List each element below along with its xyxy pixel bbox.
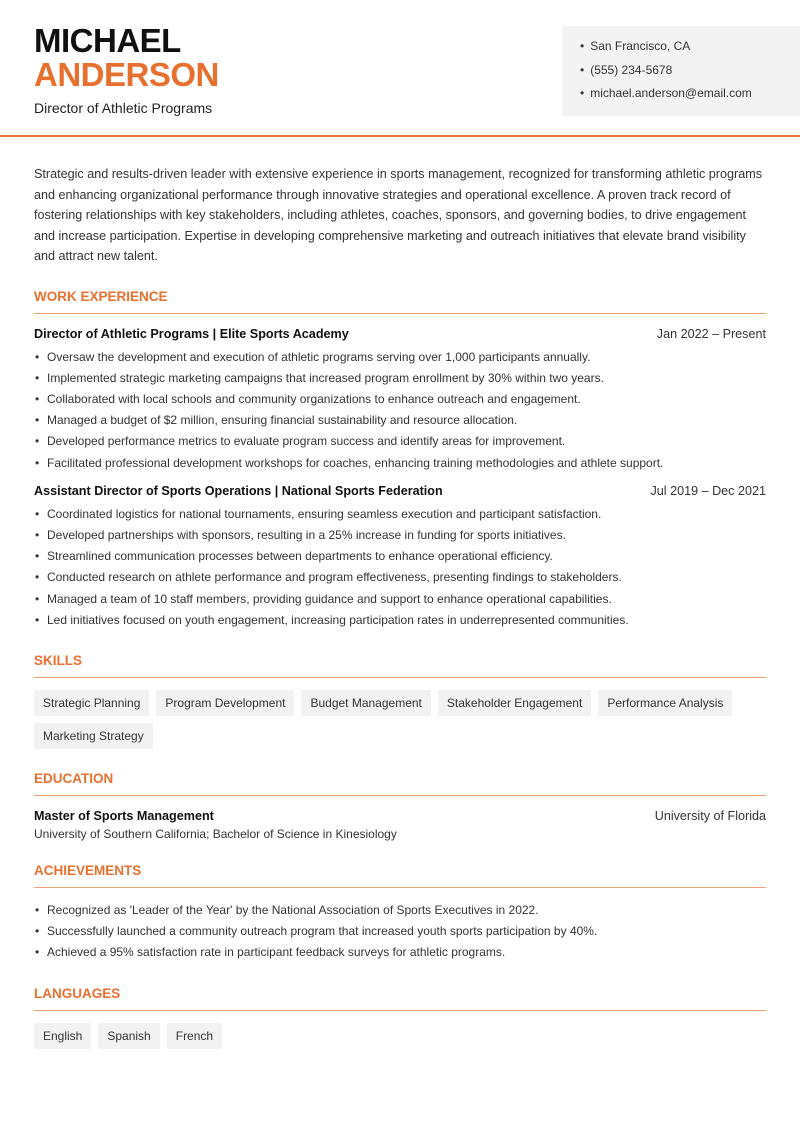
section-heading: WORK EXPERIENCE (34, 289, 766, 314)
summary: Strategic and results-driven leader with extensive experience in sports management, recognized for transforming athletic programs and enhancing organizational performance through innovative strategies and operational excellence. A proven track record of fostering relationships with key stakeholders, including athletes, coaches, sponsors, and governing bodies, to drive engagement and increase participation. Expertise in developing comprehensive marketing and outreach initiatives that elevate brand visibility and attract new talent. (34, 167, 762, 263)
list-item: • Developed performance metrics to evaluate program success and identify areas for improvement. (34, 431, 766, 452)
education-section (34, 771, 766, 841)
list-item: • Recognized as 'Leader of the Year' by the National Association of Sports Executives in 2022. (34, 900, 766, 921)
list-item: • Oversaw the development and execution of athletic programs serving over 1,000 participants annually. (34, 347, 766, 368)
list-item: • Coordinated logistics for national tournaments, ensuring seamless execution and participant satisfaction. (34, 504, 766, 525)
list-item: • Conducted research on athlete performance and program effectiveness, presenting findings to stakeholders. (34, 567, 766, 588)
skill-tag: Budget Management (301, 690, 430, 716)
language-tag: French (167, 1023, 222, 1049)
job-dates: Jan 2022 – Present (656, 326, 766, 341)
section-heading: ACHIEVEMENTS (34, 863, 766, 888)
skill-tag: Program Development (156, 690, 294, 716)
skill-tag: Marketing Strategy (34, 723, 153, 749)
job-header (34, 483, 766, 504)
contact-location: • San Francisco, CA (580, 38, 800, 62)
job-title: Director of Athletic Programs (34, 100, 213, 116)
contact-phone: • (555) 234-5678 (580, 62, 800, 86)
job-header (34, 326, 766, 347)
job-bullets (34, 504, 766, 631)
list-item: • Implemented strategic marketing campaigns that increased program enrollment by 30% within two years. (34, 368, 766, 389)
skill-tag: Performance Analysis (598, 690, 732, 716)
list-item: • Led initiatives focused on youth engagement, increasing participation rates in underrepresented communities. (34, 610, 766, 631)
achievements-section (34, 863, 766, 964)
list-item: • Streamlined communication processes between departments to enhance operational efficiency. (34, 546, 766, 567)
contact-email[interactable]: • michael.anderson@email.com (580, 85, 800, 109)
list-item: • Managed a team of 10 staff members, providing guidance and support to enhance operational capabilities. (34, 589, 766, 610)
contact-box (562, 26, 800, 116)
list-item: • Facilitated professional development workshops for coaches, enhancing training methodologies and athlete support. (34, 453, 766, 474)
list-item: • Collaborated with local schools and community organizations to enhance outreach and engagement. (34, 389, 766, 410)
list-item: • Managed a budget of $2 million, ensuring financial sustainability and resource allocation. (34, 410, 766, 431)
work-experience-section (34, 289, 766, 631)
section-heading: SKILLS (34, 653, 766, 678)
last-name: ANDERSON (34, 56, 219, 93)
languages-section (34, 986, 766, 1049)
language-tag: Spanish (98, 1023, 159, 1049)
list-item: • Achieved a 95% satisfaction rate in participant feedback surveys for athletic programs. (34, 942, 766, 963)
job-role-company: Director of Athletic Programs | Elite Sports Academy (34, 326, 349, 341)
degree: Master of Sports Management (34, 808, 214, 823)
education-header (34, 808, 766, 829)
job-dates: Jul 2019 – Dec 2021 (650, 483, 766, 498)
education-detail: University of Southern California; Bachelor of Science in Kinesiology (34, 826, 397, 841)
section-heading: EDUCATION (34, 771, 766, 796)
first-name: MICHAEL (34, 22, 181, 59)
list-item: • Successfully launched a community outreach program that increased youth sports participation by 40%. (34, 921, 766, 942)
section-heading: LANGUAGES (34, 986, 766, 1011)
language-tag: English (34, 1023, 91, 1049)
job-bullets (34, 347, 766, 474)
list-item: • Developed partnerships with sponsors, resulting in a 25% increase in funding for sports initiatives. (34, 525, 766, 546)
school: University of Florida (654, 808, 766, 823)
skill-tag: Strategic Planning (34, 690, 149, 716)
skill-tag: Stakeholder Engagement (438, 690, 591, 716)
skills-section (34, 653, 766, 749)
resume-header (0, 0, 800, 137)
job-role-company: Assistant Director of Sports Operations | National Sports Federation (34, 483, 443, 498)
